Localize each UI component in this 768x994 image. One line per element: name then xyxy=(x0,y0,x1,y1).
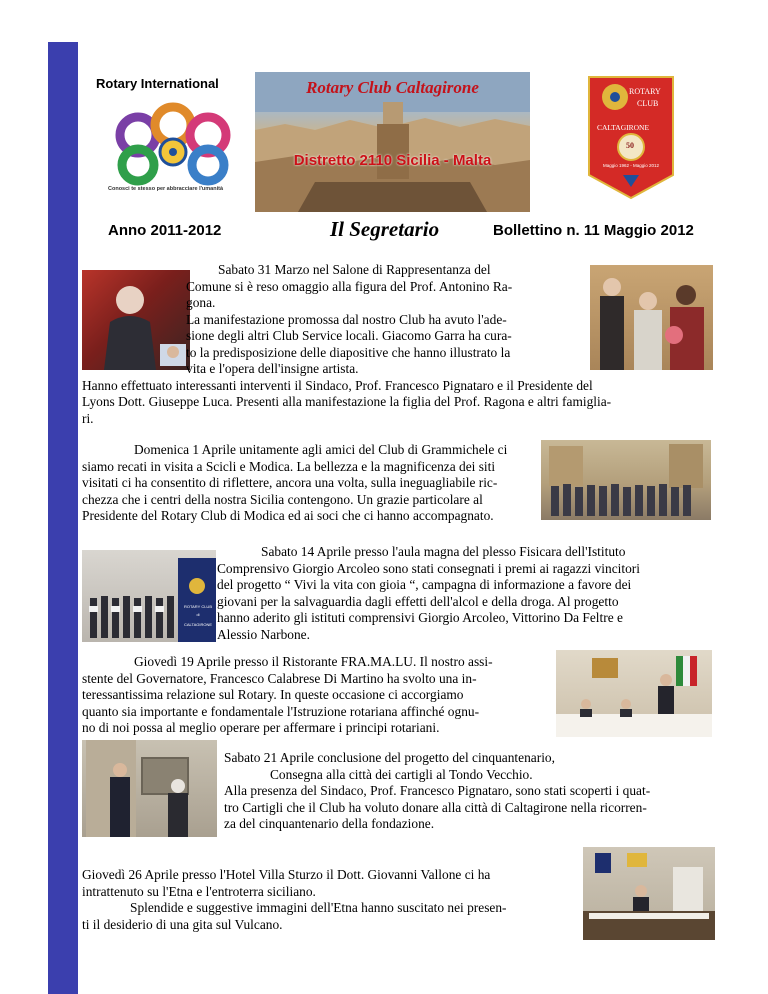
article-2-line: visitati ci ha consentito di riflettere, ancora una volta, sulla ineguagliabile ric- xyxy=(82,475,498,490)
article-1-line: to la predisposizione delle diapositive che hanno illustrato la xyxy=(186,344,511,360)
article-1-line: vita e l'opera dell'insigne artista. xyxy=(186,361,359,376)
article-1-line: Hanno effettuato interessanti interventi il Sindaco, Prof. Francesco Pignataro e il Presidente del xyxy=(82,377,593,393)
article-3-line: hanno aderito gli istituti comprensivi Giorgio Arcoleo, Vittorino Da Feltre e xyxy=(217,610,623,625)
logo-motto: Conosci te stesso per abbracciare l'umanità xyxy=(108,186,224,192)
article-5-line: Alla presenza del Sindaco, Prof. Francesco Pignataro, sono stati scoperti i quat- xyxy=(224,783,651,798)
article-3-text xyxy=(217,544,717,643)
article-1-line: gona. xyxy=(186,295,216,310)
article-4-line: stente del Governatore, Francesco Calabrese Di Martino ha svolto una in- xyxy=(82,670,477,686)
pennant-bottom-text: Maggio 1962 - Maggio 2012 xyxy=(602,163,660,168)
article-photo-scicli-modica-group xyxy=(541,440,711,520)
banner-subtitle: Distretto 2110 Sicilia - Malta xyxy=(293,152,492,169)
article-3-line: Sabato 14 Aprile presso l'aula magna del plesso Fisicara dell'Istituto xyxy=(261,544,626,559)
article-6-line: ti il desiderio di una gita sul Vulcano. xyxy=(82,916,283,932)
banner-title: Rotary Club Caltagirone xyxy=(306,78,479,97)
pennant-badge: 50 xyxy=(626,141,634,150)
article-5-line: za del cinquantenario della fondazione. xyxy=(224,816,435,831)
pennant-line3: CALTAGIRONE xyxy=(597,123,650,132)
article-photo-award-ceremony xyxy=(82,550,216,642)
section-title: Il Segretario xyxy=(330,217,440,241)
rotary-international-label: Rotary International xyxy=(96,76,219,91)
left-sidebar-stripe xyxy=(48,42,78,994)
club-banner xyxy=(255,72,530,212)
article-5-line: tro Cartigli che il Club ha voluto donare alla città di Caltagirone nella ricorren- xyxy=(224,799,647,815)
article-4-line: quanto sia importante e fondamentale l'Istruzione rotariana affinché ognu- xyxy=(82,703,480,719)
article-photo-etna-talk xyxy=(583,847,715,940)
article-3-line: giovani per la salvaguardia dagli effetti dell'alcol e della droga. Al progetto xyxy=(217,593,619,609)
article-photo-cartigli-unveiling xyxy=(82,740,217,837)
article-1-line: sione degli altri Club Service locali. Giacomo Garra ha cura- xyxy=(186,328,512,343)
article-3-line: Alessio Narbone. xyxy=(217,626,310,642)
article-1-line: Lyons Dott. Giuseppe Luca. Presenti alla manifestazione la figlia del Prof. Ragona e altri famiglia- xyxy=(82,394,612,409)
article-2-line: Domenica 1 Aprile unitamente agli amici del Club di Grammichele ci xyxy=(134,442,508,457)
article-1-text xyxy=(82,262,718,427)
pennant-line2: CLUB xyxy=(637,99,659,108)
photo-badge-caltagirone: CALTAGIRONE xyxy=(183,622,213,627)
article-4-line: teressantissima relazione sul Rotary. In queste occasione ci accorgiamo xyxy=(82,687,464,702)
club-pennant xyxy=(587,75,675,200)
article-1-line: Sabato 31 Marzo nel Salone di Rappresentanza del xyxy=(218,262,491,277)
rotary-theme-logo xyxy=(108,100,238,196)
bulletin-label: Bollettino n. 11 Maggio 2012 xyxy=(493,222,694,239)
article-1-line: ri. xyxy=(82,410,94,426)
article-1-line: Comune si è reso omaggio alla figura del Prof. Antonino Ra- xyxy=(186,278,513,294)
article-6-line: intrattenuto su l'Etna e l'entroterra siciliano. xyxy=(82,883,316,899)
article-4-text xyxy=(82,654,552,737)
article-3-line: Comprensivo Giorgio Arcoleo sono stati consegnati i premi ai ragazzi vincitori xyxy=(217,560,640,576)
year-label: Anno 2011-2012 xyxy=(108,222,222,239)
photo-badge-di: di xyxy=(196,612,200,617)
article-2-text xyxy=(82,442,542,525)
article-6-line: Splendide e suggestive immagini dell'Etna hanno suscitato nei presen- xyxy=(130,900,507,915)
article-5-text xyxy=(224,750,718,833)
article-6-text xyxy=(82,867,586,933)
pennant-line1: ROTARY xyxy=(629,87,661,96)
article-3-line: del progetto “ Vivi la vita con gioia “, campagna di informazione a favore dei xyxy=(217,577,632,592)
article-4-line: Giovedì 19 Aprile presso il Ristorante FRA.MA.LU. Il nostro assi- xyxy=(134,654,493,669)
article-5-line: Consegna alla città dei cartigli al Tondo Vecchio. xyxy=(270,766,533,782)
article-5-line: Sabato 21 Aprile conclusione del progetto del cinquantenario, xyxy=(224,750,555,765)
article-4-line: no di noi possa al meglio operare per affermare i principi rotariani. xyxy=(82,720,440,735)
article-2-line: Presidente del Rotary Club di Modica ed ai soci che ci hanno accompagnato. xyxy=(82,508,494,523)
article-1-line: La manifestazione promossa dal nostro Club ha avuto l'ade- xyxy=(186,311,507,327)
article-6-line: Giovedì 26 Aprile presso l'Hotel Villa Sturzo il Dott. Giovanni Vallone ci ha xyxy=(82,867,491,882)
article-2-line: chezza che i centri della nostra Sicilia contengono. Un grazie particolare al xyxy=(82,491,483,507)
article-2-line: siamo recati in visita a Scicli e Modica. La bellezza e la magnificenza dei siti xyxy=(82,458,496,474)
photo-badge-rotary-club: ROTARY CLUB xyxy=(183,604,212,609)
article-photo-restaurant-meeting xyxy=(556,650,712,737)
